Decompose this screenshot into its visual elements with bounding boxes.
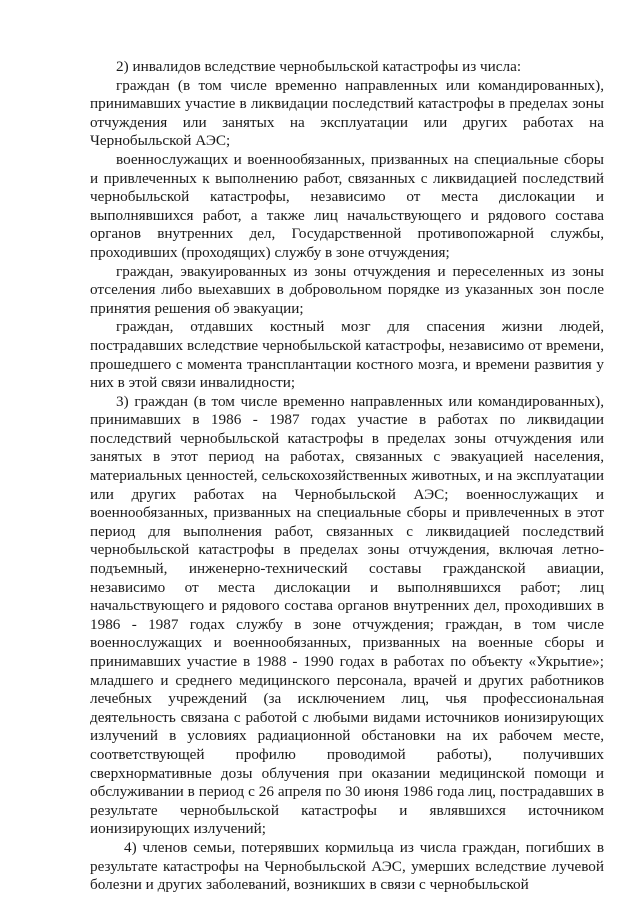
paragraph-military: военнослужащих и военнообязанных, призванных на специальные сборы и привлеченных к выполнению работ, связанных с ликвидацией последствий чернобыльской катастрофы, независимо от места дислокации и выполнявшихся работ, а также лиц начальствующего и рядового состава органов внутренних дел, Государственной противопожарной службы, проходивших (проходящих) службу в зоне отчуждения; (90, 150, 604, 261)
paragraph-bone-marrow: граждан, отдавших костный мозг для спасения жизни людей, пострадавших вследствие чернобыльской катастрофы, независимо от времени, прошедшего с момента трансплантации костного мозга, и времени развития у них в этой связи инвалидности; (90, 318, 604, 392)
paragraph-item-2: 2) инвалидов вследствие чернобыльской катастрофы из числа: (116, 58, 522, 75)
paragraph-item-3: 3) граждан (в том числе временно направленных или командированных), принимавших в 1986 - 1987 годах участие в работах по ликвидации последствий чернобыльской катастрофы в пределах зоны отчуждения или занятых в этот период на работах, связанных с эвакуацией населения, материальных ценностей, сельскохозяйственных животных, и на эксплуатации или других работах на Чернобыльской АЭС; военнослужащих и военнообязанных, призванных на специальные сборы и привлеченных в этот период для выполнения работ, связанных с ликвидацией последствий чернобыльской катастрофы в пределах зоны отчуждения, включая летно-подъемный, инженерно-технический составы гражданской авиации, независимо от места дислокации и выполнявшихся работ; лиц начальствующего и рядового состава органов внутренних дел, проходивших в 1986 - 1987 годах службу в зоне отчуждения; граждан, в том числе военнослужащих и военнообязанных, призванных на военные сборы и принимавших участие в 1988 - 1990 годах в работах по объекту «Укрытие»; младшего и среднего медицинского персонала, врачей и других работников лечебных учреждений (за исключением лиц, чья профессиональная деятельность связана с работой с любыми видами источников ионизирующих излучений в условиях радиационной обстановки на их рабочем месте, соответствующей профилю проводимой работы), получивших сверхнормативные дозы облучения при оказании медицинской помощи и обслуживании в период с 26 апреля по 30 июня 1986 года лиц, пострадавших в результате чернобыльской катастрофы и являвшихся источником ионизирующих излучений; (90, 392, 604, 838)
paragraph-participants: граждан (в том числе временно направленных или командированных), принимавших участие в ликвидации последствий катастрофы в пределах зоны отчуждения или занятых на эксплуатации или других работах на Чернобыльской АЭС; (90, 76, 604, 150)
paragraph-item-4: 4) членов семьи, потерявших кормильца из числа граждан, погибших в результате катастрофы на Чернобыльской АЭС, умерших вследствие лучевой болезни и других заболеваний, возникших в связи с чернобыльской (90, 838, 604, 894)
paragraph-evacuated: граждан, эвакуированных из зоны отчуждения и переселенных из зоны отселения либо выехавших в добровольном порядке из указанных зон после принятия решения об эвакуации; (90, 262, 604, 317)
